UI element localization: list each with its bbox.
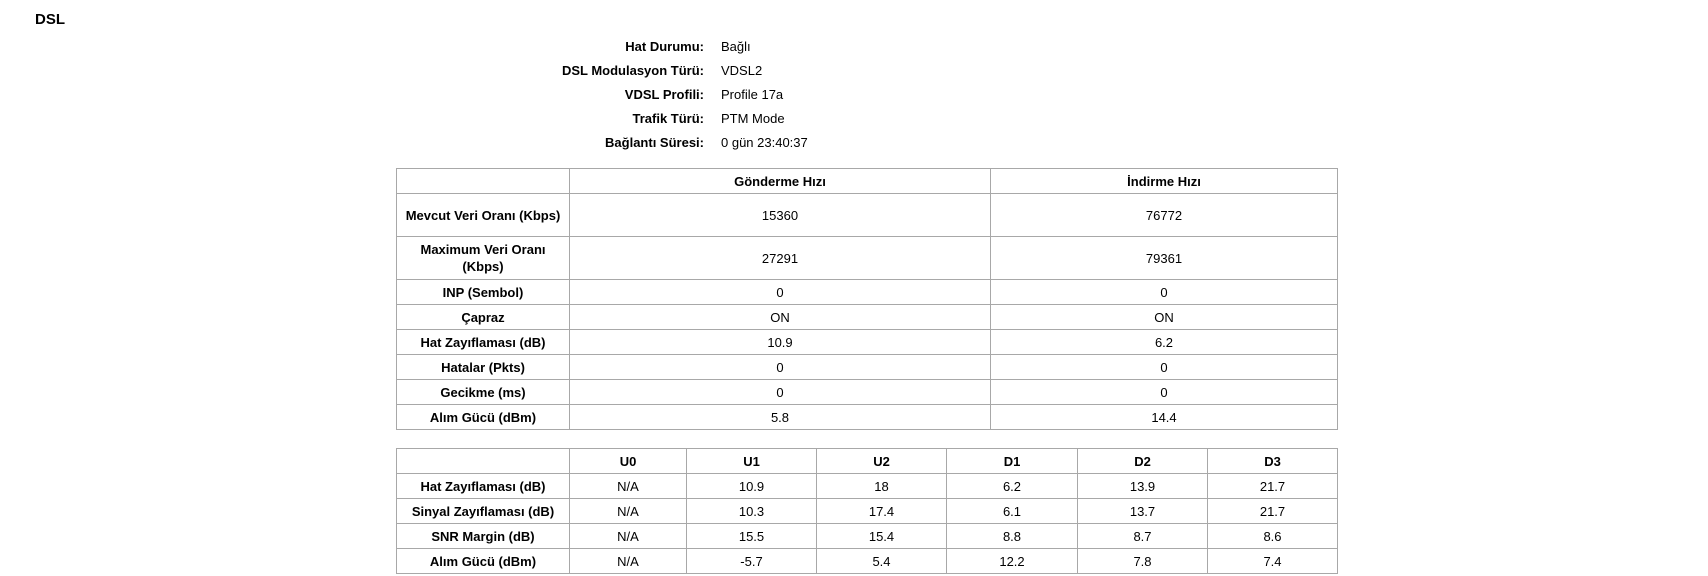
- upload-cell: 15360: [570, 194, 991, 237]
- status-label: Hat Durumu:: [625, 38, 704, 54]
- status-value: Bağlı: [721, 38, 751, 54]
- table-cell: 7.4: [1208, 549, 1338, 574]
- table-cell: 21.7: [1208, 474, 1338, 499]
- table-row: [397, 330, 1338, 355]
- status-value: 0 gün 23:40:37: [721, 134, 808, 150]
- table-cell: 7.8: [1078, 549, 1208, 574]
- download-cell: 0: [991, 355, 1338, 380]
- upload-cell: 10.9: [570, 330, 991, 355]
- row-label: Gecikme (ms): [397, 380, 570, 405]
- upload-cell: 27291: [570, 237, 991, 280]
- band-header-u2: U2: [817, 449, 947, 474]
- table-cell: 13.9: [1078, 474, 1208, 499]
- table-header-cell: [397, 449, 570, 474]
- row-label: Maximum Veri Oranı (Kbps): [397, 237, 570, 280]
- upload-rate-header: Gönderme Hızı: [570, 169, 991, 194]
- status-label: DSL Modulasyon Türü:: [561, 62, 704, 78]
- status-label: VDSL Profili:: [624, 86, 704, 102]
- table-cell: N/A: [570, 474, 687, 499]
- status-value: Profile 17a: [721, 86, 784, 102]
- table-header-row: [397, 169, 1338, 194]
- table-row: [397, 474, 1338, 499]
- table-cell: 12.2: [947, 549, 1078, 574]
- status-value: VDSL2: [721, 62, 763, 78]
- download-cell: ON: [991, 305, 1338, 330]
- table-cell: 8.6: [1208, 524, 1338, 549]
- table-header-cell: [397, 169, 570, 194]
- table-row: [397, 524, 1338, 549]
- status-label: Bağlantı Süresi:: [605, 134, 704, 150]
- upload-cell: 5.8: [570, 405, 991, 430]
- table-row: [397, 194, 1338, 237]
- row-label: Alım Gücü (dBm): [397, 405, 570, 430]
- table-cell: 8.8: [947, 524, 1078, 549]
- row-label: Hat Zayıflaması (dB): [397, 474, 570, 499]
- status-value: PTM Mode: [721, 110, 785, 126]
- row-label: SNR Margin (dB): [397, 524, 570, 549]
- table-cell: N/A: [570, 499, 687, 524]
- table-cell: N/A: [570, 524, 687, 549]
- row-label: Hat Zayıflaması (dB): [397, 330, 570, 355]
- download-rate-header: İndirme Hızı: [991, 169, 1338, 194]
- band-header-d1: D1: [947, 449, 1078, 474]
- table-header-row: [397, 449, 1338, 474]
- row-label: INP (Sembol): [397, 280, 570, 305]
- connection-status-panel: [396, 34, 1136, 154]
- upload-cell: 0: [570, 380, 991, 405]
- table-cell: -5.7: [687, 549, 817, 574]
- table-row: [397, 237, 1338, 280]
- table-cell: 17.4: [817, 499, 947, 524]
- table-row: [397, 499, 1338, 524]
- table-row: [397, 380, 1338, 405]
- status-label: Trafik Türü:: [632, 110, 704, 126]
- band-header-u1: U1: [687, 449, 817, 474]
- upload-cell: ON: [570, 305, 991, 330]
- table-cell: 10.9: [687, 474, 817, 499]
- row-label: Alım Gücü (dBm): [397, 549, 570, 574]
- download-cell: 0: [991, 380, 1338, 405]
- download-cell: 0: [991, 280, 1338, 305]
- row-label: Mevcut Veri Oranı (Kbps): [397, 194, 570, 237]
- upload-cell: 0: [570, 280, 991, 305]
- table-row: [397, 405, 1338, 430]
- row-label: Çapraz: [397, 305, 570, 330]
- download-cell: 76772: [991, 194, 1338, 237]
- status-row-modulation: [396, 58, 1136, 82]
- band-stats-table: [396, 448, 1338, 574]
- status-row-vdsl-profile: [396, 82, 1136, 106]
- table-row: [397, 549, 1338, 574]
- status-row-traffic-type: [396, 106, 1136, 130]
- table-row: [397, 355, 1338, 380]
- table-row: [397, 305, 1338, 330]
- row-label: Sinyal Zayıflaması (dB): [397, 499, 570, 524]
- table-cell: 5.4: [817, 549, 947, 574]
- table-cell: 8.7: [1078, 524, 1208, 549]
- data-rate-table: [396, 168, 1338, 430]
- status-row-line-state: [396, 34, 1136, 58]
- band-header-d2: D2: [1078, 449, 1208, 474]
- table-cell: 21.7: [1208, 499, 1338, 524]
- table-cell: 6.2: [947, 474, 1078, 499]
- table-cell: 13.7: [1078, 499, 1208, 524]
- page-title: DSL: [35, 11, 65, 28]
- table-cell: 10.3: [687, 499, 817, 524]
- status-row-uptime: [396, 130, 1136, 154]
- row-label: Hatalar (Pkts): [397, 355, 570, 380]
- download-cell: 14.4: [991, 405, 1338, 430]
- table-cell: 15.4: [817, 524, 947, 549]
- download-cell: 6.2: [991, 330, 1338, 355]
- band-header-d3: D3: [1208, 449, 1338, 474]
- download-cell: 79361: [991, 237, 1338, 280]
- upload-cell: 0: [570, 355, 991, 380]
- table-cell: 18: [817, 474, 947, 499]
- band-header-u0: U0: [570, 449, 687, 474]
- table-cell: 6.1: [947, 499, 1078, 524]
- table-cell: N/A: [570, 549, 687, 574]
- table-row: [397, 280, 1338, 305]
- table-cell: 15.5: [687, 524, 817, 549]
